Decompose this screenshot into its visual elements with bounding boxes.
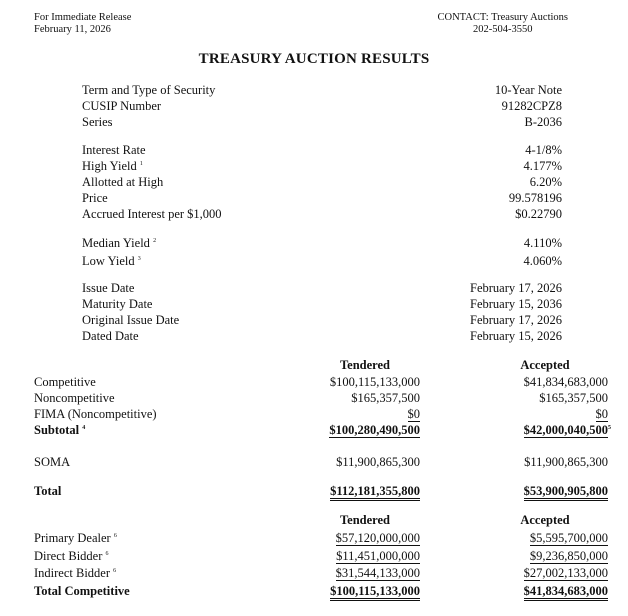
date-value-issue: February 17, 2026 [470,281,562,295]
soma-accepted: $11,900,865,300 [524,455,608,469]
subtotal-accepted-text: $42,000,040,500 [523,423,608,437]
total-competitive-accepted [524,583,608,601]
security-label-cusip: CUSIP Number [82,99,162,113]
yields-labels [82,235,156,271]
rate-label-interest [82,142,222,158]
date-value-dated: February 15, 2026 [470,329,562,343]
page-title: TREASURY AUCTION RESULTS [198,51,430,67]
contact-label: CONTACT: Treasury Auctions [437,12,568,23]
table1-labels [34,374,157,438]
date-label-maturity: Maturity Date [82,297,153,311]
rates-values [509,142,562,222]
rate-label-allotted-text: Allotted at High [82,175,164,189]
table1-accepted-cell-text: $0 [595,407,608,421]
table2-tendered-cell-text: $31,544,133,000 [335,566,420,580]
rate-value-price: 99.578196 [508,191,562,205]
rate-label-price-text: Price [82,191,108,205]
table2-tendered-col [330,530,420,600]
table1-accepted-col [524,374,611,438]
release-date: February 11, 2026 [34,24,111,35]
table2-accepted-cell-text: $27,002,133,000 [523,566,608,580]
dates-labels [82,280,179,344]
dates-values [470,280,562,344]
table2-accepted-cell [524,548,608,566]
date-label-issue: Issue Date [82,281,135,295]
table2-row-label [34,530,130,548]
security-label-series: Series [82,115,113,129]
table1-tendered-cell: $100,115,133,000 [329,375,420,389]
footnote-marker: 6 [105,550,109,557]
table2-row-label-text: Primary Dealer [34,531,111,545]
security-values [495,82,562,130]
rate-value-interest: 4-1/8% [525,143,562,157]
table2-row-label [34,565,130,583]
subtotal-label-text: Subtotal [34,423,80,437]
rate-label-price [82,190,222,206]
date-value-maturity: February 15, 2036 [470,297,562,311]
footnote-marker: 6 [113,532,117,539]
table1-tendered-head: Tendered [339,358,390,372]
yield-value-low: 4.060% [523,254,562,268]
subtotal-accepted [524,422,611,438]
table2-tendered-cell [330,548,420,566]
table2-accepted-cell-text: $9,236,850,000 [529,548,608,563]
rate-label-accrued [82,206,222,222]
rate-value-accrued: $0.22790 [515,207,562,221]
total-competitive-tendered [330,583,420,601]
table1-accepted-cell [524,406,611,422]
table2-row-label-text: Indirect Bidder [34,566,111,580]
total-tendered [330,483,420,499]
rate-label-high-yield-text: High Yield [82,159,137,173]
security-value-series: B-2036 [524,115,562,129]
subtotal-tendered [329,422,420,438]
rate-label-allotted [82,174,222,190]
security-value-term: 10-Year Note [494,83,562,97]
rate-label-accrued-text: Accrued Interest per $1,000 [82,207,222,221]
security-label-term: Term and Type of Security [82,83,216,97]
subtotal-tendered-text: $100,280,490,500 [329,423,420,437]
yield-label-low [82,253,156,271]
total-competitive-tendered-text: $100,115,133,000 [330,584,420,601]
table2-accepted-head: Accepted [520,513,570,527]
table1-tendered-col [329,374,420,438]
footnote-marker: 3 [137,255,141,262]
soma-tendered: $11,900,865,300 [336,455,420,469]
table1-tendered-cell: $165,357,500 [351,391,420,405]
date-label-dated: Dated Date [82,329,139,343]
release-header [34,12,131,36]
rate-value-allotted: 6.20% [529,175,562,189]
total-accepted [524,483,608,499]
yield-label-median-text: Median Yield [82,236,150,250]
footnote-marker: 1 [139,160,143,167]
rate-value-high-yield: 4.177% [523,159,562,173]
table2-tendered-head: Tendered [339,513,390,527]
footnote-marker: 2 [153,237,157,244]
table2-accepted-cell [524,565,608,583]
table1-row-label: Noncompetitive [34,391,115,405]
yield-label-median [82,235,156,253]
soma-label: SOMA [34,455,71,469]
table2-tendered-cell [330,530,420,548]
table2-row-label-text: Direct Bidder [34,548,103,563]
table1-row-label: Competitive [34,375,96,389]
table2-tendered-cell-text: $11,451,000,000 [336,548,420,563]
total-competitive-label: Total Competitive [34,583,130,598]
contact-phone: 202-504-3550 [473,24,533,35]
total-competitive-accepted-text: $41,834,683,000 [524,584,608,601]
security-labels [82,82,215,130]
rates-labels [82,142,222,222]
table1-accepted-head: Accepted [520,358,570,372]
rate-label-interest-text: Interest Rate [82,143,146,157]
total-accepted-text: $53,900,905,800 [524,484,608,501]
yield-label-low-text: Low Yield [82,254,135,268]
footnote-marker: 6 [113,567,117,574]
subtotal-label [34,422,157,438]
table2-tendered-cell-text: $57,120,000,000 [335,531,420,545]
yields-values [523,235,562,271]
table2-labels [34,530,130,600]
total-tendered-text: $112,181,355,800 [330,484,420,501]
table2-accepted-cell-text: $5,595,700,000 [529,531,608,545]
security-value-cusip: 91282CPZ8 [501,99,562,113]
table2-accepted-cell [524,530,608,548]
table1-accepted-cell: $165,357,500 [539,391,608,405]
contact-block [438,12,568,36]
table1-tendered-cell-text: $0 [407,407,420,421]
table2-accepted-col [524,530,608,600]
table1-accepted-cell: $41,834,683,000 [523,375,608,389]
footnote-marker: 5 [608,424,611,431]
footnote-marker: 4 [82,424,86,431]
table2-row-label [34,548,130,566]
yield-value-median: 4.110% [523,236,562,250]
table2-tendered-cell [330,565,420,583]
rate-label-high-yield [82,158,222,174]
date-label-original: Original Issue Date [82,313,180,327]
release-label: For Immediate Release [34,12,132,23]
total-label: Total [34,484,62,498]
table1-tendered-cell [329,406,420,422]
table1-row-label: FIMA (Noncompetitive) [34,407,157,421]
date-value-original: February 17, 2026 [470,313,562,327]
